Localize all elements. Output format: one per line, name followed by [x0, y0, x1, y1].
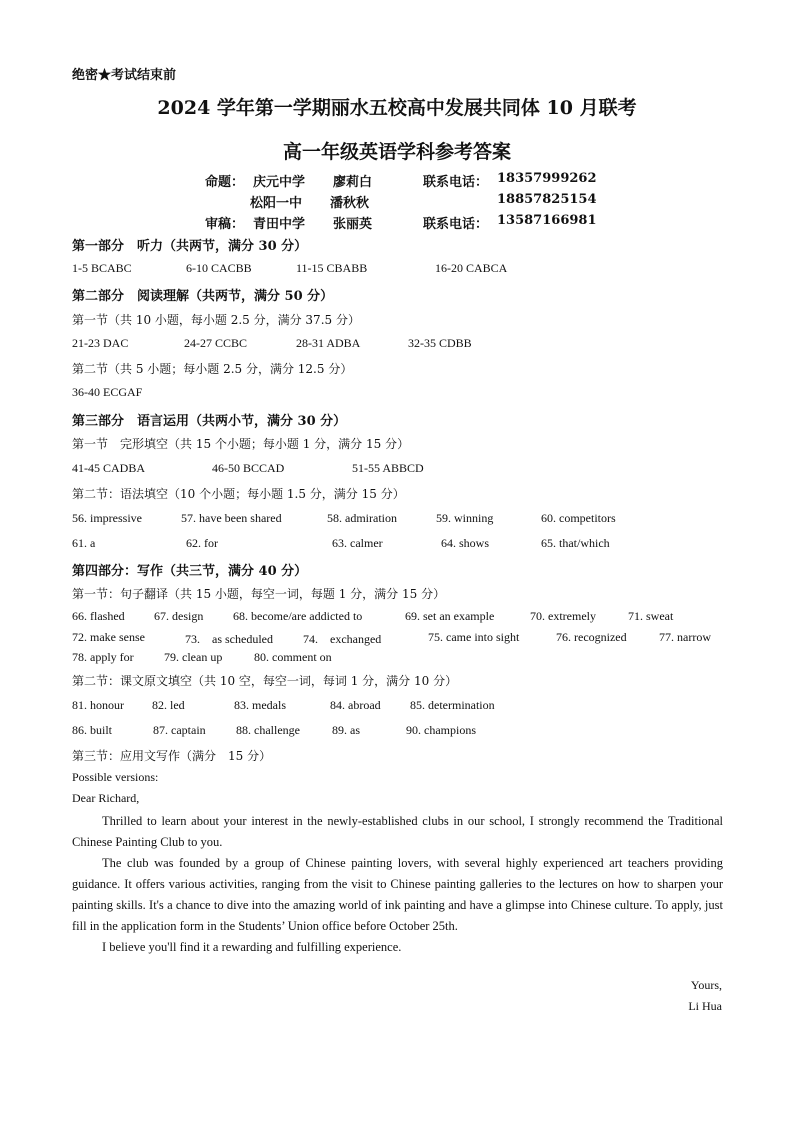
phone-label: 联系电话：: [423, 217, 489, 232]
reviewer-role: 审稿：: [205, 217, 245, 232]
answer-item: 77. narrow: [659, 630, 711, 644]
answer-group: 32-35 CDBB: [408, 336, 472, 350]
author-school: 庆元中学: [253, 175, 306, 190]
part4-section1: 第一节：句子翻译（共 15 小题，每空一词，每题 1 分，满分 15 分）: [72, 587, 446, 601]
part3-section1: 第一节 完形填空（共 15 个小题；每小题 1 分，满分 15 分）: [72, 437, 410, 451]
answer-item: 70. extremely: [530, 609, 596, 623]
phone-number: 13587166981: [497, 213, 597, 228]
answer-item: 57. have been shared: [181, 511, 282, 525]
answer-item: 81. honour: [72, 698, 124, 712]
answer-group: 41-45 CADBA: [72, 461, 146, 475]
answer-group: 1-5 BCABC: [72, 261, 132, 275]
author-role: 命题：: [205, 175, 245, 190]
confidential-mark: 绝密★考试结束前: [72, 68, 177, 83]
part4-section3: 第三节：应用文写作（满分 15 分）: [72, 749, 272, 763]
answer-item: 84. abroad: [330, 698, 381, 712]
letter-body: [72, 811, 723, 958]
answer-item: 68. become/are addicted to: [233, 609, 363, 623]
answer-item: 61. a: [72, 536, 96, 550]
letter-paragraph: I believe you'll find it a rewarding and fulfilling experience.: [102, 940, 402, 954]
answer-group: 21-23 DAC: [72, 336, 129, 350]
part2-section2: 第二节（共 5 小题；每小题 2.5 分，满分 12.5 分）: [72, 362, 353, 376]
answer-item: 74. exchanged: [303, 632, 382, 646]
answer-item: 60. competitors: [541, 511, 616, 525]
answer-group: 36-40 ECGAF: [72, 385, 143, 399]
page-title: 2024 学年第一学期丽水五校高中发展共同体 10 月联考: [157, 97, 637, 119]
part2-heading: 第二部分 阅读理解（共两节，满分 50 分）: [72, 289, 334, 304]
answer-item: 85. determination: [410, 698, 495, 712]
answer-item: 66. flashed: [72, 609, 125, 623]
part2-section1: 第一节（共 10 小题，每小题 2.5 分，满分 37.5 分）: [72, 313, 360, 327]
answer-item: 89. as: [332, 723, 360, 737]
answer-item: 67. design: [154, 609, 204, 623]
phone-number: 18857825154: [497, 192, 597, 207]
answer-item: 56. impressive: [72, 511, 142, 525]
answer-group: 28-31 ADBA: [296, 336, 361, 350]
letter-paragraph: The club was founded by a group of Chinese painting lovers, with several highly experienced art teachers providing guidance. It offers various activities, ranging from the visit to Chinese painting galleries to the lectures on how to sharpen your painting skills. It's a chance to dive into the amazing world of ink painting and have a glimpse into Chinese culture. To apply, just fill in the application form in the Students’ Union office before October 25th.: [72, 856, 723, 933]
answer-item: 59. winning: [436, 511, 494, 525]
answer-item: 76. recognized: [556, 630, 627, 644]
answer-group: 46-50 BCCAD: [212, 461, 285, 475]
answer-item: 83. medals: [234, 698, 286, 712]
answer-group: 51-55 ABBCD: [352, 461, 424, 475]
answer-group: 16-20 CABCA: [435, 261, 508, 275]
author-name: 潘秋秋: [330, 196, 370, 211]
phone-number: 18357999262: [497, 171, 597, 186]
letter-signature: Li Hua: [688, 999, 722, 1013]
answer-item: 80. comment on: [254, 650, 332, 664]
letter-closing: Yours,: [690, 978, 722, 992]
part3-section2: 第二节：语法填空（10 个小题；每小题 1.5 分，满分 15 分）: [72, 487, 405, 501]
possible-versions-label: Possible versions:: [72, 770, 159, 784]
letter-greeting: Dear Richard,: [72, 791, 140, 805]
answer-group: 24-27 CCBC: [184, 336, 248, 350]
answer-item: 90. champions: [406, 723, 476, 737]
author-name: 廖莉白: [333, 175, 373, 190]
answer-item: 78. apply for: [72, 650, 134, 664]
answer-item: 87. captain: [153, 723, 206, 737]
author-school: 松阳一中: [250, 196, 303, 211]
answer-item: 79. clean up: [164, 650, 223, 664]
answer-item: 58. admiration: [327, 511, 397, 525]
part4-heading: 第四部分：写作（共三节，满分 40 分）: [72, 564, 308, 579]
answer-item: 82. led: [152, 698, 185, 712]
answer-item: 71. sweat: [628, 609, 674, 623]
author-school: 青田中学: [253, 217, 306, 232]
answer-item: 62. for: [186, 536, 218, 550]
answer-group: 6-10 CACBB: [186, 261, 252, 275]
answer-item: 86. built: [72, 723, 113, 737]
answer-item: 69. set an example: [405, 609, 495, 623]
answer-group: 11-15 CBABB: [296, 261, 368, 275]
answer-item: 75. came into sight: [428, 630, 520, 644]
answer-item: 72. make sense: [72, 630, 145, 644]
answer-item: 73. as scheduled: [185, 632, 273, 646]
answer-item: 63. calmer: [332, 536, 383, 550]
author-name: 张丽英: [333, 217, 373, 232]
part4-section2: 第二节：课文原文填空（共 10 空，每空一词，每词 1 分，满分 10 分）: [72, 674, 458, 688]
letter-paragraph: Thrilled to learn about your interest in the newly-established clubs in our school, I strongly recommend the Traditional Chinese Painting Club to you.: [72, 814, 723, 849]
answer-item: 64. shows: [441, 536, 490, 550]
answer-item: 65. that/which: [541, 536, 610, 550]
part1-heading: 第一部分 听力（共两节，满分 30 分）: [72, 239, 308, 254]
answer-item: 88. challenge: [236, 723, 300, 737]
part3-heading: 第三部分 语言运用（共两小节，满分 30 分）: [72, 414, 347, 429]
phone-label: 联系电话：: [423, 175, 489, 190]
page-subtitle: 高一年级英语学科参考答案: [282, 141, 511, 163]
